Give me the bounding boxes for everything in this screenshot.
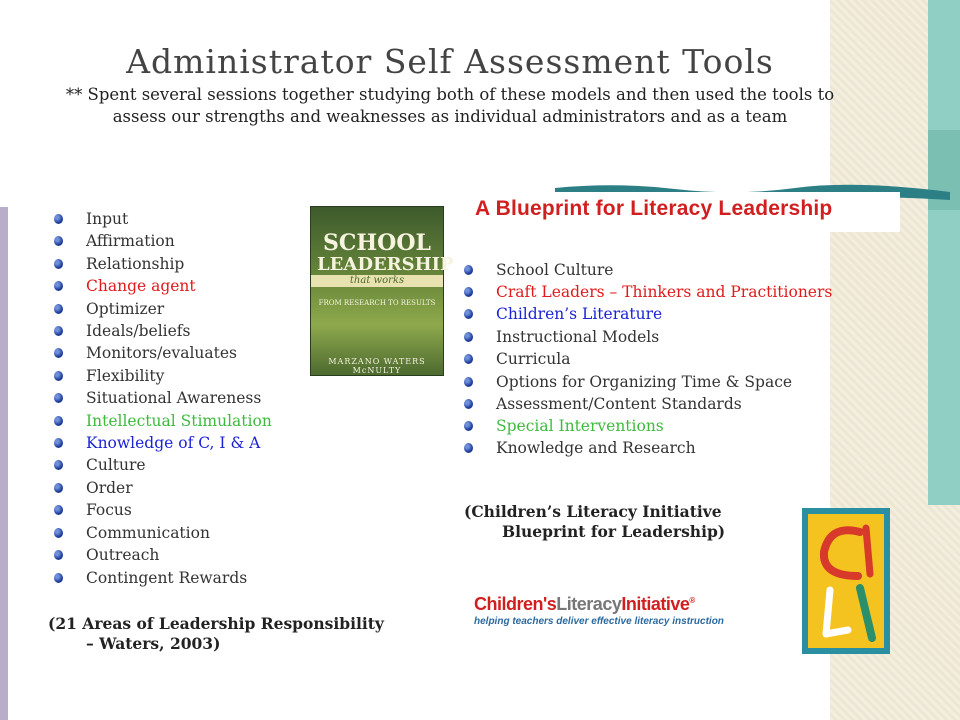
leadership-area-item-label: Contingent Rewards [86,568,248,587]
left-accent-bar [0,207,8,720]
book-authors: MARZANO WATERS McNULTY [328,357,426,375]
bullet-icon [54,259,63,269]
side-accent-bar [928,0,960,505]
leadership-area-item-label: Knowledge of C, I & A [86,434,261,453]
leadership-area-item-label: Flexibility [86,366,165,385]
leadership-area-item [54,522,334,544]
cli-wordmark-part3: Initiative [621,594,690,614]
leadership-area-item [54,275,334,297]
bullet-icon [464,399,473,409]
cli-wordmark-part1: Children's [474,594,557,614]
slide-subtitle: ** Spent several sessions together studying both of these models and then used the tools to assess our strengths and weaknesses as individual administrators and as a team [65,85,835,126]
leadership-area-item-label: Communication [86,523,210,542]
blueprint-area-item [464,393,854,415]
book-title-line3: that works [349,275,405,286]
leadership-area-item-label: Monitors/evaluates [86,344,237,363]
blueprint-area-item-label: Craft Leaders – Thinkers and Practitioners [496,283,833,302]
blueprint-area-item-label: Children’s Literature [496,305,663,324]
bullet-icon [54,550,63,560]
blueprint-areas-list [464,259,854,460]
leadership-area-item [54,454,334,476]
blueprint-area-item [464,281,854,303]
bullet-icon [464,377,473,387]
blueprint-area-item-label: School Culture [496,261,614,279]
blueprint-area-item-label: Options for Organizing Time & Space [496,372,793,391]
bullet-icon [54,573,63,583]
blueprint-area-item-label: Instructional Models [496,327,660,346]
book-title-line2: LEADERSHIP [317,254,454,275]
bullet-icon [54,281,63,291]
bullet-icon [464,309,473,319]
leadership-area-item [54,499,334,521]
bullet-icon [54,304,63,314]
bullet-icon [54,326,63,336]
leadership-area-item-label: Relationship [86,254,185,273]
leadership-area-item [54,432,334,454]
leadership-areas-list [54,208,334,589]
bullet-icon [54,505,63,515]
right-citation-line1: (Children’s Literacy Initiative [464,502,722,521]
leadership-area-item [54,208,334,230]
bullet-icon [54,460,63,470]
left-citation-line2: – Waters, 2003) [86,634,221,653]
leadership-area-item-label: Input [86,210,129,228]
leadership-area-item-label: Situational Awareness [86,389,262,408]
blueprint-area-item-label: Knowledge and Research [496,439,696,458]
leadership-area-item-label: Change agent [86,277,196,296]
right-citation-line2: Blueprint for Leadership) [502,522,726,541]
bullet-icon [54,348,63,358]
leadership-area-item [54,230,334,252]
leadership-area-item [54,477,334,499]
leadership-area-item [54,567,334,589]
blueprint-area-item [464,259,854,281]
leadership-area-item-label: Intellectual Stimulation [86,411,272,430]
leadership-area-item-label: Culture [86,456,146,475]
leadership-area-item [54,365,334,387]
bullet-icon [464,354,473,364]
blueprint-area-item [464,326,854,348]
bullet-icon [464,421,473,431]
leadership-area-item [54,253,334,275]
bullet-icon [54,483,63,493]
book-subtitle: FROM RESEARCH TO RESULTS [318,299,436,307]
cli-wordmark-part2: Literacy [556,594,622,614]
left-citation-line1: (21 Areas of Leadership Responsibility [48,614,384,633]
bullet-icon [464,332,473,342]
leadership-area-item-label: Order [86,478,133,497]
leadership-area-item-label: Affirmation [86,232,175,251]
bullet-icon [54,236,63,246]
leadership-area-item [54,544,334,566]
leadership-area-item [54,320,334,342]
blueprint-banner-title: A Blueprint for Literacy Leadership [475,197,833,220]
blueprint-area-item [464,303,854,325]
bullet-icon [464,265,473,275]
slide-title: Administrator Self Assessment Tools [126,42,774,81]
bullet-icon [54,214,63,224]
blueprint-area-item-label: Curricula [496,350,571,369]
blueprint-area-item [464,437,854,459]
cli-tagline: helping teachers deliver effective literacy instruction [474,616,724,627]
leadership-area-item-label: Optimizer [86,299,165,318]
bullet-icon [54,393,63,403]
bullet-icon [54,528,63,538]
leadership-area-item [54,342,334,364]
leadership-area-item [54,387,334,409]
book-band [311,275,443,287]
book-title-line1: SCHOOL [323,230,431,256]
cli-letters-graphic [808,514,884,648]
leadership-area-item [54,410,334,432]
blueprint-area-item [464,348,854,370]
bullet-icon [54,371,63,381]
left-citation [48,614,438,654]
cli-square-logo [802,508,890,654]
bullet-icon [464,443,473,453]
cli-logo-background [808,514,884,648]
blueprint-area-item [464,371,854,393]
right-citation [464,502,834,542]
blueprint-area-item-label: Special Interventions [496,417,664,436]
bullet-icon [54,416,63,426]
cli-wordmark-logo [474,594,724,627]
blueprint-area-item [464,415,854,437]
blueprint-area-item-label: Assessment/Content Standards [496,394,742,413]
leadership-area-item-label: Outreach [86,546,160,565]
leadership-area-item-label: Ideals/beliefs [86,322,191,341]
leadership-area-item [54,298,334,320]
cli-registered-mark: ® [689,596,695,605]
book-cover-school-leadership [311,207,454,375]
bullet-icon [54,438,63,448]
leadership-area-item-label: Focus [86,501,132,520]
bullet-icon [464,287,473,297]
